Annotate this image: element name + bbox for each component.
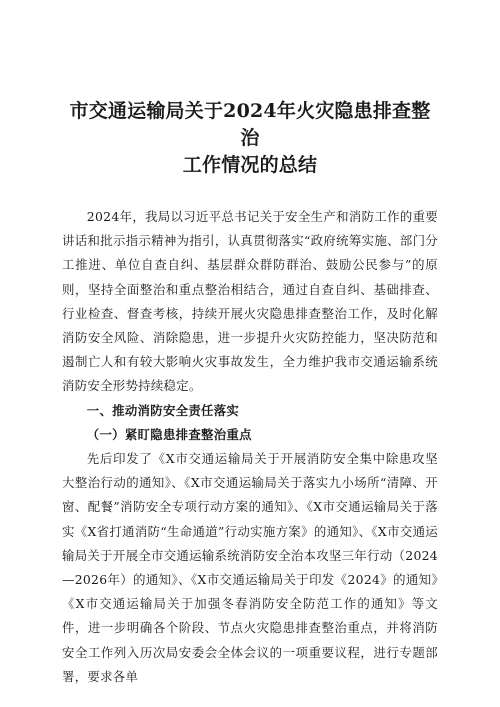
intro-paragraph: 2024年，我局以习近平总书记关于安全生产和消防工作的重要讲话和批示指示精神为指引，认真贯彻落实“政府统筹实施、部门分工推进、单位自查自纠、基层群众群防群治、鼓励公民参与”的原则，坚持全面整治和重点整治相结合，通过自查自纠、基础排查、行业检查、督查考核，持续开展火灾隐患排查整治工作，及时化解消防安全风险、消除隐患，进一步提升火灾防控能力，坚决防范和遏制亡人和有较大影响火灾事故发生，全力维护我市交通运输系统消防安全形势持续稳定。	[62, 209, 438, 394]
title-line-2: 工作情况的总结	[182, 154, 318, 176]
document-title	[62, 98, 438, 179]
body-paragraph-1: 先后印发了《X市交通运输局关于开展消防安全集中除患攻坚大整治行动的通知》、《X市交通运输局关于落实九小场所“清障、开窗、配餐”消防安全专项行动方案的通知》、《X市交通运输局关于落实《X省打通消防“生命通道”行动实施方案》的通知》、《X市交通运输局关于开展全市交通运输系统消防安全治本攻坚三年行动（2024—2026年）的通知》、《X市交通运输局关于印发《2024》的通知》《X市交通运输局关于加强冬春消防安全防范工作的通知》等文件，进一步明确各个阶段、节点火灾隐患排查整治重点，并将消防安全工作列入历次局安委会全体会议的一项重要议程，进行专题部署，要求各单	[62, 451, 438, 684]
section-heading-1: 一、推动消防安全责任落实	[86, 402, 240, 418]
title-line-1: 市交通运输局关于2024年火灾隐患排查整治	[69, 100, 431, 149]
subsection-heading-1: （一）紧盯隐患排查整治重点	[86, 426, 252, 442]
